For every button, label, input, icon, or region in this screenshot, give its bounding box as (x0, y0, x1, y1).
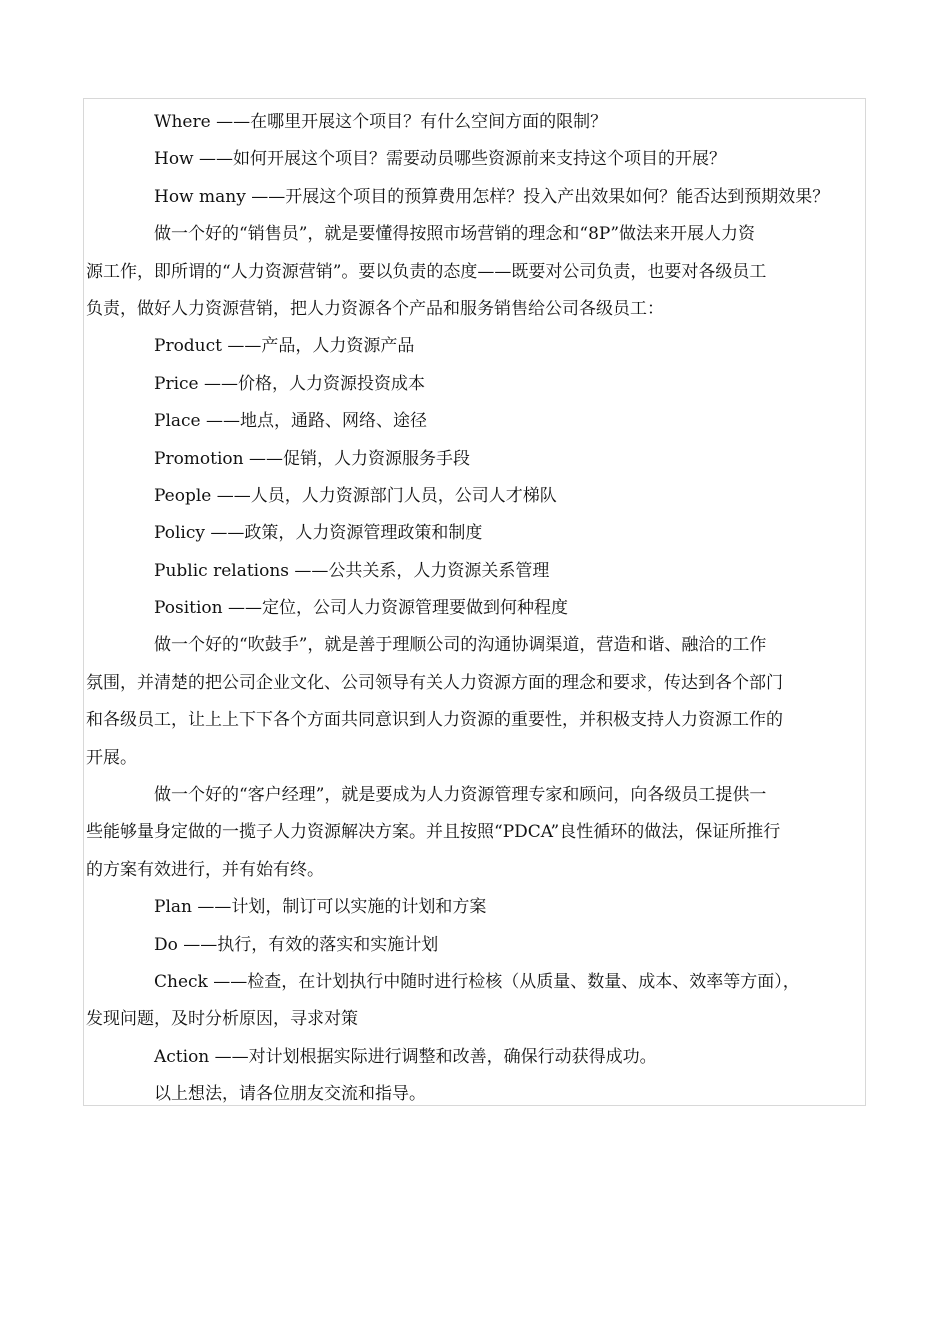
text-line-closing: 以上想法，请各位朋友交流和指导。 (154, 1084, 426, 1105)
text-line-salesperson-3: 负责，做好人力资源营销，把人力资源各个产品和服务销售给公司各级员工： (86, 298, 664, 319)
text-line-trumpeter-3: 和各级员工，让上上下下各个方面共同意识到人力资源的重要性，并积极支持人力资源工作的 (86, 710, 783, 731)
text-line-action: Action ——对计划根据实际进行调整和改善，确保行动获得成功。 (154, 1046, 657, 1067)
text-line-salesperson-2: 源工作，即所谓的“人力资源营销”。要以负责的态度——既要对公司负责，也要对各级员工 (86, 261, 767, 282)
text-line-account-manager: 做一个好的“客户经理”，就是要成为人力资源管理专家和顾问，向各级员工提供一 (154, 785, 767, 806)
text-line-do: Do ——执行，有效的落实和实施计划 (154, 934, 439, 955)
text-line-how: How ——如何开展这个项目？需要动员哪些资源前来支持这个项目的开展？ (154, 149, 727, 170)
text-line-trumpeter-4: 开展。 (86, 747, 137, 768)
text-line-account-manager-3: 的方案有效进行，并有始有终。 (86, 859, 324, 880)
text-line-where: Where ——在哪里开展这个项目？有什么空间方面的限制？ (154, 112, 608, 132)
document-body (84, 104, 867, 1114)
document-page (83, 98, 866, 1106)
text-line-check: Check ——检查，在计划执行中随时进行检核（从质量、数量、成本、效率等方面）， (154, 971, 800, 992)
text-line-salesperson: 做一个好的“销售员”，就是要懂得按照市场营销的理念和“8P”做法来开展人力资 (154, 224, 756, 245)
text-line-plan: Plan ——计划，制订可以实施的计划和方案 (154, 897, 487, 918)
text-line-price: Price ——价格，人力资源投资成本 (154, 373, 425, 394)
text-line-position: Position ——定位，公司人力资源管理要做到何种程度 (154, 598, 569, 619)
text-line-people: People ——人员，人力资源部门人员，公司人才梯队 (154, 485, 557, 506)
text-line-trumpeter: 做一个好的“吹鼓手”，就是善于理顺公司的沟通协调渠道，营造和谐、融洽的工作 (154, 635, 767, 656)
text-line-product: Product ——产品，人力资源产品 (154, 336, 415, 357)
text-line-policy: Policy ——政策，人力资源管理政策和制度 (154, 523, 483, 544)
text-line-trumpeter-2: 氛围，并清楚的把公司企业文化、公司领导有关人力资源方面的理念和要求，传达到各个部门 (86, 672, 783, 693)
text-line-how-many: How many ——开展这个项目的预算费用怎样？投入产出效果如何？能否达到预期效果？ (154, 186, 830, 207)
text-line-account-manager-2: 些能够量身定做的一揽子人力资源解决方案。并且按照“PDCA”良性循环的做法，保证所推行 (86, 822, 781, 843)
text-line-check-2: 发现问题，及时分析原因，寻求对策 (86, 1009, 358, 1030)
text-line-public-relations: Public relations ——公共关系，人力资源关系管理 (154, 560, 550, 581)
text-line-promotion: Promotion ——促销，人力资源服务手段 (154, 448, 471, 469)
text-line-place: Place ——地点，通路、网络、途径 (154, 411, 427, 432)
